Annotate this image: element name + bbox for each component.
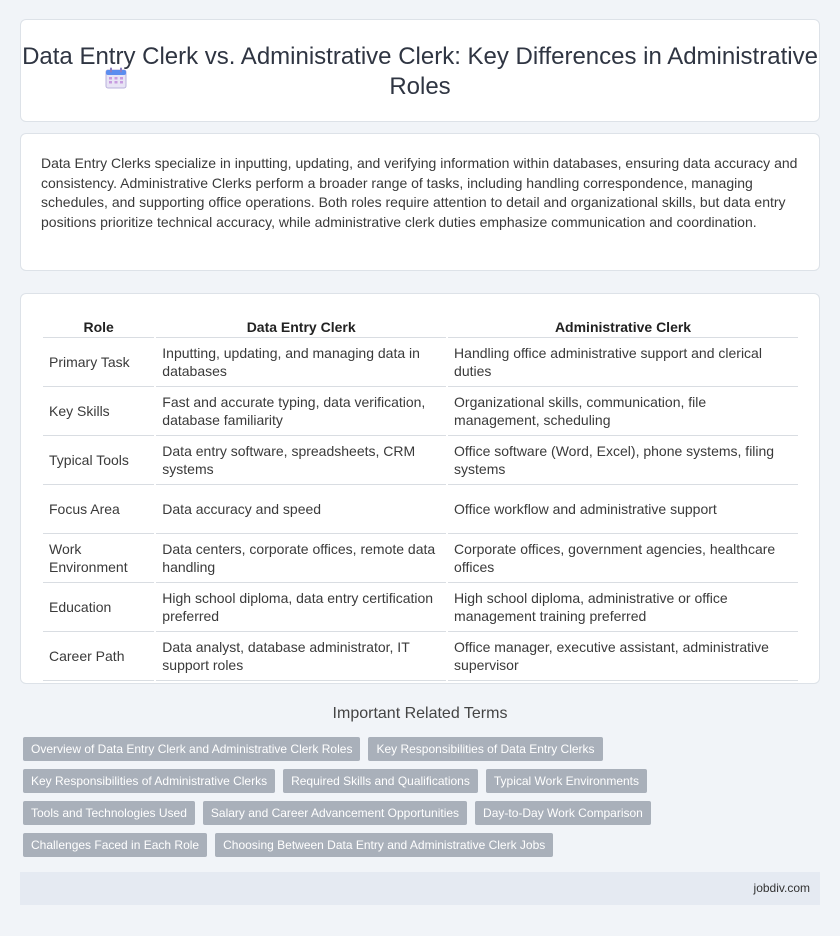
page-title: Data Entry Clerk vs. Administrative Clerk: Key Differences in Administrative Roles	[22, 43, 818, 100]
tag-skills-qualifications[interactable]: Required Skills and Qualifications	[283, 769, 478, 793]
data-entry-cell: Data centers, corporate offices, remote data handling	[156, 534, 446, 583]
table-header-row	[43, 316, 798, 338]
row-label: Education	[43, 583, 154, 632]
footer	[20, 872, 820, 905]
tag-row	[23, 769, 647, 793]
tag-data-entry-responsibilities[interactable]: Key Responsibilities of Data Entry Clerks	[368, 737, 602, 761]
administrative-cell: Office manager, executive assistant, administrative supervisor	[448, 632, 798, 681]
tag-administrative-responsibilities[interactable]: Key Responsibilities of Administrative Clerks	[23, 769, 275, 793]
table-row	[43, 583, 798, 632]
tag-row	[23, 801, 651, 825]
row-label: Typical Tools	[43, 436, 154, 485]
row-label: Primary Task	[43, 338, 154, 387]
tag-overview-roles[interactable]: Overview of Data Entry Clerk and Administrative Clerk Roles	[23, 737, 360, 761]
data-entry-cell: High school diploma, data entry certification preferred	[156, 583, 446, 632]
intro-card	[20, 133, 820, 271]
comparison-table	[41, 316, 800, 681]
header-administrative-clerk: Administrative Clerk	[448, 316, 798, 338]
title-card	[20, 19, 820, 122]
tag-work-environments[interactable]: Typical Work Environments	[486, 769, 647, 793]
row-label: Focus Area	[43, 485, 154, 534]
tag-choosing-between[interactable]: Choosing Between Data Entry and Administrative Clerk Jobs	[215, 833, 553, 857]
data-entry-cell: Data entry software, spreadsheets, CRM systems	[156, 436, 446, 485]
intro-paragraph: Data Entry Clerks specialize in inputting, updating, and verifying information within databases, ensuring data accuracy and consistency. Administrative Clerks perform a broader range of tasks, including handling correspondence, managing schedules, and supporting office operations. Both roles require attention to detail and organizational skills, but data entry positions prioritize technical accuracy, while administrative clerk duties emphasize communication and coordination.	[41, 155, 798, 230]
table-row	[43, 387, 798, 436]
administrative-cell: Corporate offices, government agencies, healthcare offices	[448, 534, 798, 583]
header-data-entry-clerk: Data Entry Clerk	[156, 316, 446, 338]
header-role: Role	[43, 316, 154, 338]
table-row	[43, 632, 798, 681]
tag-salary-career[interactable]: Salary and Career Advancement Opportunities	[203, 801, 467, 825]
administrative-cell: Organizational skills, communication, file management, scheduling	[448, 387, 798, 436]
data-entry-cell: Fast and accurate typing, data verification, database familiarity	[156, 387, 446, 436]
administrative-cell: Office software (Word, Excel), phone systems, filing systems	[448, 436, 798, 485]
row-label: Work Environment	[43, 534, 154, 583]
related-terms-heading: Important Related Terms	[332, 705, 508, 722]
row-label: Key Skills	[43, 387, 154, 436]
row-label: Career Path	[43, 632, 154, 681]
administrative-cell: Handling office administrative support and clerical duties	[448, 338, 798, 387]
table-row	[43, 436, 798, 485]
tag-tools-technologies[interactable]: Tools and Technologies Used	[23, 801, 195, 825]
tag-challenges[interactable]: Challenges Faced in Each Role	[23, 833, 207, 857]
data-entry-cell: Inputting, updating, and managing data in databases	[156, 338, 446, 387]
comparison-table-card	[20, 293, 820, 684]
administrative-cell: High school diploma, administrative or office management training preferred	[448, 583, 798, 632]
tag-row	[23, 833, 553, 857]
data-entry-cell: Data analyst, database administrator, IT support roles	[156, 632, 446, 681]
table-row	[43, 534, 798, 583]
data-entry-cell: Data accuracy and speed	[156, 485, 446, 534]
administrative-cell: Office workflow and administrative support	[448, 485, 798, 534]
table-row	[43, 485, 798, 534]
tag-day-to-day[interactable]: Day-to-Day Work Comparison	[475, 801, 651, 825]
tag-row	[23, 737, 603, 761]
footer-site-link[interactable]: jobdiv.com	[753, 881, 810, 895]
table-row	[43, 338, 798, 387]
